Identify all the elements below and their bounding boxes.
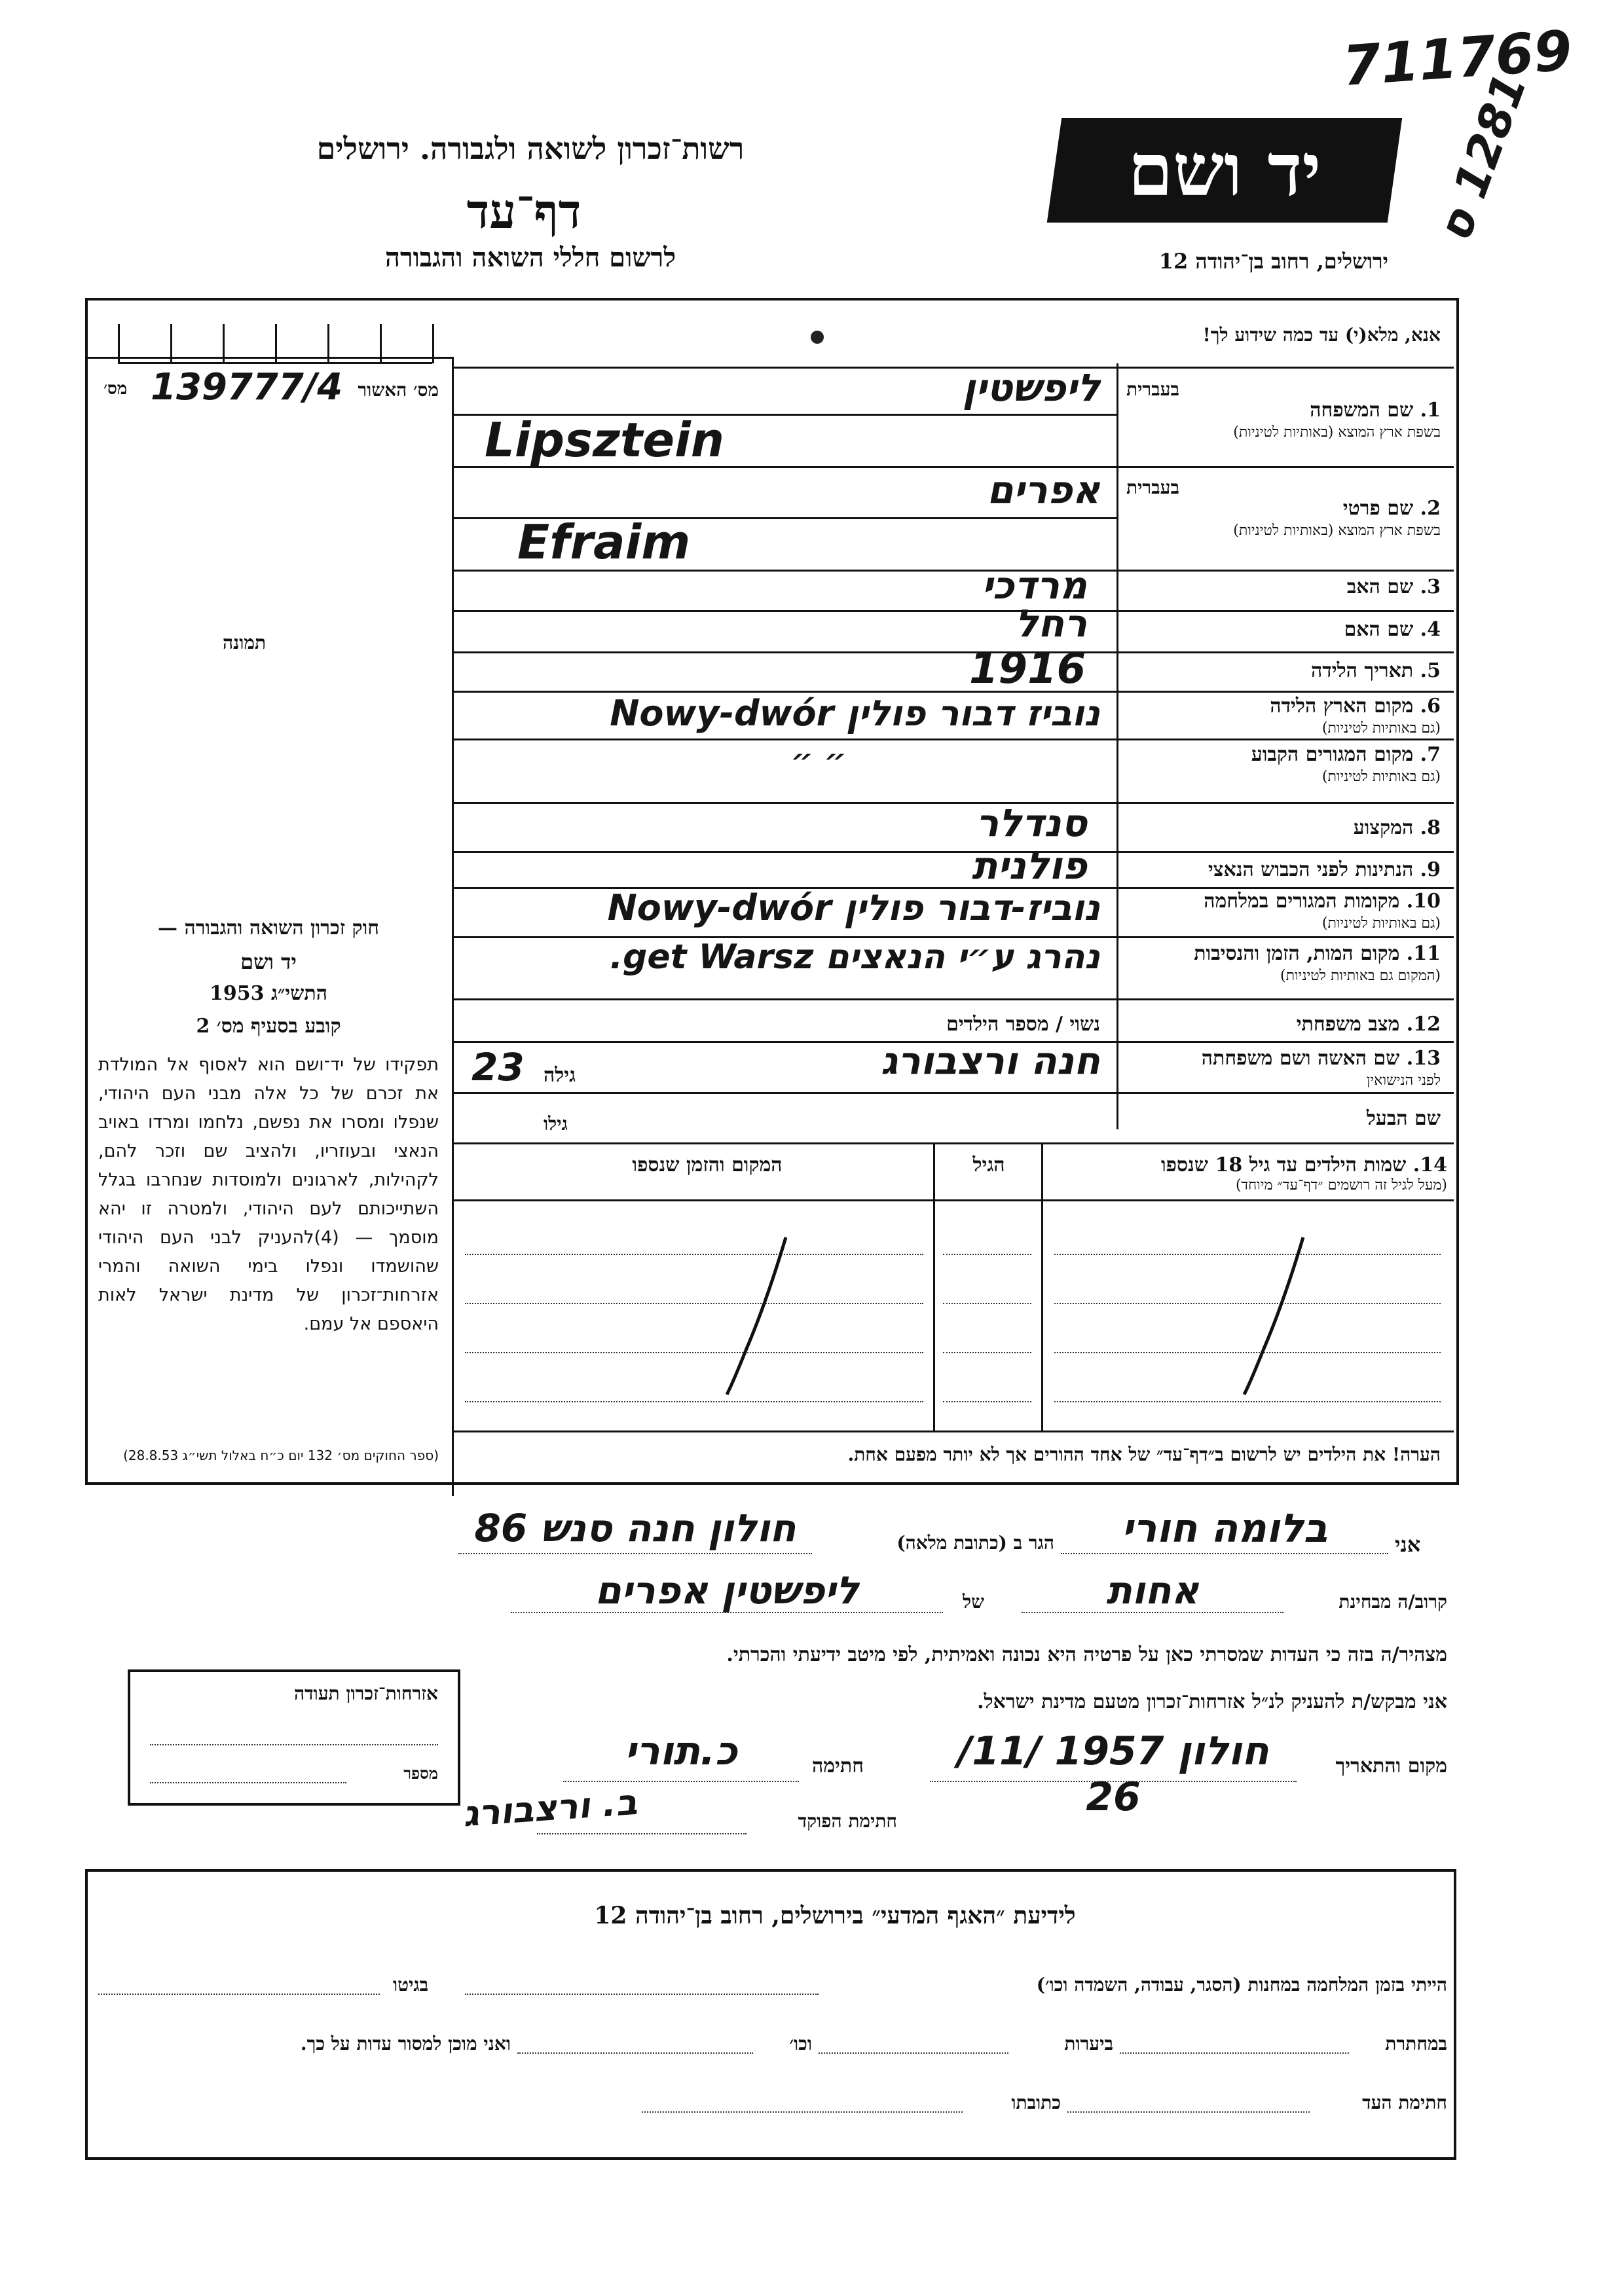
in-hebrew-2: בעברית (1126, 477, 1180, 498)
family-name-latin[interactable]: Lipsztein (485, 412, 725, 467)
nationality[interactable]: פולנית (971, 843, 1087, 888)
left-column-divider (452, 357, 454, 1496)
left-column-top (85, 357, 452, 359)
wife-age-label: גילה (544, 1064, 576, 1087)
law-section: קובע בסעיף מס׳ 2 (196, 1015, 341, 1038)
declarant-signature[interactable]: כ.תורי (624, 1728, 738, 1774)
subtitle: לרשום חללי השואה והגבורה (384, 242, 676, 273)
row-wife (1126, 1048, 1441, 1092)
row-wartime-residence-label: 10. מקומות המגורים במלחמה (1204, 890, 1441, 913)
law-title2: יד ושם (240, 949, 297, 974)
decl-statement2: אני מבקש/ת להעניק לנ״ל אזרחות־זכרון מטעם מדינת ישראל. (977, 1690, 1447, 1713)
death-details[interactable]: נהרג ע״י הנאצים get Warsz. (610, 938, 1100, 977)
row-nationality (1126, 859, 1441, 881)
children-strike-left (707, 1231, 812, 1401)
children-header-label: 14. שמות הילדים עד גיל 18 שנספו (1160, 1154, 1447, 1176)
label-column-divider (1116, 363, 1118, 1129)
wife-name[interactable]: חנה ורצבורג (881, 1038, 1100, 1083)
row-wartime-residence-sub: (גם באותיות לטיניות) (1321, 915, 1441, 932)
address: ירושלים, רחוב בן־יהודה 12 (1158, 249, 1388, 274)
row-marital (1126, 1013, 1441, 1036)
row-wife-label: 13. שם האשה ושם משפחתה (1201, 1047, 1441, 1070)
witness-title: לידיעת ״האגף המדעי״ בירושלים, רחוב בן־יהודה 12 (594, 1902, 1076, 1929)
row-wife-sub: לפני הנישואין (1366, 1072, 1441, 1089)
row-nationality-label: 9. הנתינות לפני הכבוש הנאצי (1208, 858, 1441, 881)
wife-age[interactable]: 23 (471, 1045, 525, 1089)
row-father (1126, 576, 1441, 598)
first-name-latin[interactable]: Efraim (517, 515, 691, 570)
org-line: רשות־זכרון לשואה ולגבורה. ירושלים (316, 131, 745, 166)
first-name-hebrew[interactable]: אפרים (987, 467, 1100, 512)
row-first-name-sub: בשפת ארץ המוצא (באותיות לטיניות) (1233, 522, 1441, 539)
row-birthplace-sub: (גם באותיות לטיניות) (1321, 720, 1441, 737)
law-title: חוק זכרון השואה והגבורה — (158, 917, 379, 939)
row-mother-label: 4. שם האם (1344, 618, 1441, 641)
residence[interactable]: ״ ״ (790, 742, 847, 779)
officer-signature[interactable]: ב. ורצבורג (461, 1781, 639, 1835)
row-death-sub: (המקום גם באותיות לטיניות) (1280, 968, 1441, 984)
decl-i-label: אני (1395, 1532, 1421, 1557)
row-family-name-sub: בשפת ארץ המוצא (באותיות לטיניות) (1233, 424, 1441, 441)
approval-area (98, 366, 439, 409)
law-year: התשי״ג 1953 (210, 982, 327, 1005)
approval-label: מס׳ האשור (358, 379, 439, 401)
approval-prefix: מס׳ (103, 379, 128, 399)
logo (1047, 118, 1402, 223)
husband-age-label: גילו (544, 1113, 568, 1135)
witness-line2-d: ואני מוכן למסור עדות על כך. (300, 2033, 511, 2054)
mother-name[interactable]: רחל (1015, 601, 1087, 646)
stamp-number-label: מספר (403, 1764, 438, 1783)
witness-line2-a: במחתרת (1385, 2033, 1447, 2054)
row-husband-label: שם הבעל (1366, 1107, 1441, 1130)
children-strike-right (1218, 1231, 1323, 1401)
row-birthdate-label: 5. תאריך הלידה (1311, 659, 1441, 682)
row-profession-label: 8. המקצוע (1353, 816, 1441, 839)
wartime-residence[interactable]: נוביז-דבור פולין Nowy-dwór (607, 887, 1100, 928)
witness-line3-b: כתובתו (1011, 2092, 1061, 2113)
decl-signature-label: חתימה (812, 1755, 864, 1777)
children-header (1041, 1154, 1447, 1194)
form-title: דף־עד (466, 183, 581, 239)
instruction: אנא, מלא(י) עד כמה שידוע לך! (1202, 324, 1441, 346)
row-residence-label: 7. מקום המגורים הקבוע (1251, 743, 1441, 766)
row-death-label: 11. מקום המות, הזמן והנסיבות (1194, 942, 1441, 965)
row-wartime-residence (1126, 890, 1441, 935)
children-age-col: הגיל (972, 1154, 1005, 1176)
decl-place-date-label: מקום והתאריך (1335, 1755, 1447, 1777)
decl-of-label: של (963, 1591, 984, 1613)
row-residence (1126, 744, 1441, 788)
witness-line2-c: וכו׳ (789, 2033, 812, 2054)
declarant-address[interactable]: חולון חנה סנש 86 (474, 1506, 796, 1550)
row-father-label: 3. שם האב (1346, 575, 1441, 598)
citizenship-stamp-box (128, 1669, 460, 1806)
row-marital-label: 12. מצב משפחתי (1296, 1013, 1441, 1036)
stamp-title: אזרחות־זכרון תעודה (293, 1683, 438, 1704)
logo-text: יד ושם (1128, 128, 1321, 212)
relation-of-name[interactable]: ליפשטין אפרים (595, 1568, 859, 1613)
witness-line3-a: חתימת העד (1362, 2092, 1447, 2113)
father-name[interactable]: מרדכי (982, 563, 1087, 608)
law-text: תפקידו של יד־ושם הוא לאסוף אל המולדת את זכרם של כל אלה מבני העם היהודי, שנפלו ומסרו את נפשם, נלחמו ומרדו באויב הנאצי ובעוזריו, ולהציב שם וזכר להם, לקהילות, לארגונים ולמוסדות שנחרבו בגלל השתייכותם לעם היהודי, ולמטרה זו יהא מוסמך — (4)להעניק לבני העם היהודי שהושמדו ונפלו בימי השואה והמרי אזרחות־זכרון של מדינת ישראל לאות היאספם אל עמם. (98, 1055, 439, 1334)
birthplace[interactable]: נוביז דבור פולין Nowy-dwór (610, 693, 1100, 734)
row-family-name-label: 1. שם המשפחה (1310, 399, 1441, 422)
row-residence-sub: (גם באותיות לטיניות) (1321, 769, 1441, 785)
row-husband (1126, 1108, 1441, 1130)
row-first-name (1126, 498, 1441, 542)
witness-line1-a: הייתי בזמן המלחמה במחנות (הסגר, עבודה, השמדה וכו׳) (1036, 1974, 1447, 1995)
witness-line1-b: בגיטו (393, 1974, 429, 1995)
family-name-hebrew[interactable]: ליפשטין (962, 365, 1100, 410)
row-first-name-label: 2. שם פרטי (1342, 497, 1441, 520)
children-note: הערה! את הילדים יש לרשום ב״דף־עד״ של אחד ההורים אך לא יותר מפעם אחת. (847, 1444, 1441, 1465)
row-birthplace (1126, 695, 1441, 740)
approval-number: 139777/4 (151, 366, 343, 409)
relation[interactable]: אחות (1106, 1568, 1199, 1613)
archive-number: 711769 (1340, 18, 1574, 99)
children-header-sub: (מעל לגיל זה רושמים ״דף־עד״ מיוחד) (1235, 1177, 1447, 1194)
place-date[interactable]: חולון 1957 /11/ 26 (957, 1728, 1269, 1820)
birthdate[interactable]: 1916 (969, 645, 1086, 693)
decl-relation-label: קרוב/ה מבחינת (1338, 1591, 1447, 1613)
row-birthplace-label: 6. מקום הארץ הלידה (1270, 695, 1441, 718)
law-footnote: (ספר החוקים מס׳ 132 יום כ״ח באלול תשי״ג 28.8.53) (123, 1448, 439, 1463)
photo-label: תמונה (223, 632, 267, 653)
decl-statement1: מצהיר/ה בזה כי העדות שמסרתי כאן על פרטיה היא נכונה ואמיתית, לפי מיטב ידיעתי והכרתי. (726, 1643, 1447, 1666)
registration-hole (811, 331, 824, 344)
side-note: 1281 ס (1427, 66, 1538, 249)
row-family-name (1126, 399, 1441, 444)
row-death (1126, 943, 1441, 987)
row-birthdate (1126, 660, 1441, 682)
decl-resides-label: הגר ב (כתובת מלאה) (896, 1532, 1054, 1554)
marital-status[interactable]: נשוי / מספר הילדים (946, 1013, 1100, 1036)
in-hebrew-1: בעברית (1126, 378, 1180, 400)
profession[interactable]: סנדלר (976, 801, 1087, 845)
witness-line2-b: ביערות (1064, 2033, 1113, 2054)
witness-top-border (85, 1869, 1454, 1872)
children-place-col: המקום והזמן שנספו (632, 1154, 783, 1176)
declarant-name[interactable]: בלומה חורי (1121, 1506, 1328, 1552)
row-mother (1126, 619, 1441, 641)
decl-officer-label: חתימת הפוקד (798, 1810, 897, 1832)
row-profession (1126, 817, 1441, 839)
